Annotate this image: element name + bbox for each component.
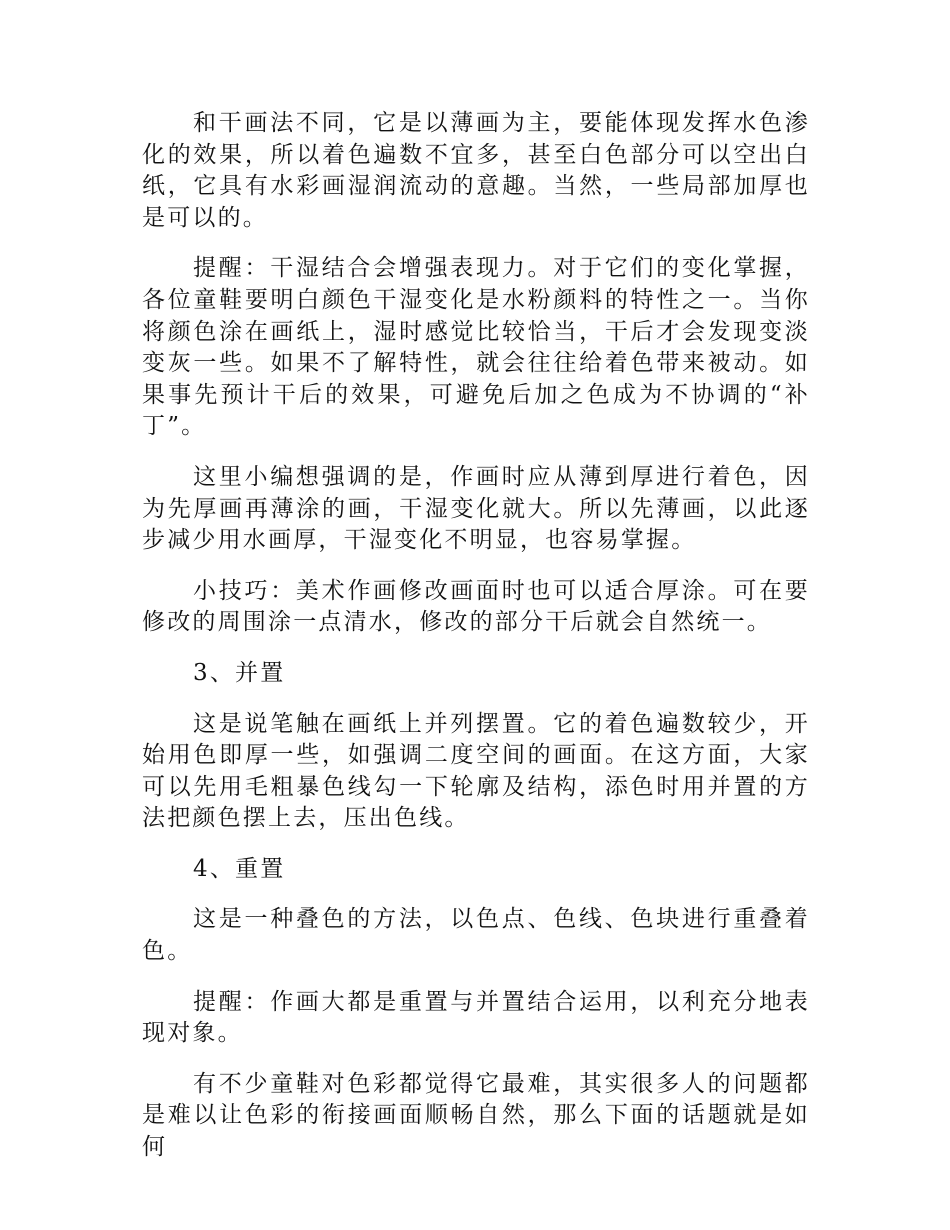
paragraph-wet-painting: 和干画法不同，它是以薄画为主，要能体现发挥水色渗化的效果，所以着色遍数不宜多，甚至白色部分可以空出白纸，它具有水彩画湿润流动的意趣。当然，一些局部加厚也是可以的。 xyxy=(142,110,810,231)
heading-juxtaposition: 3、并置 xyxy=(193,659,286,686)
paragraph-overlay: 这是一种叠色的方法，以色点、色线、色块进行重叠着色。 xyxy=(142,906,810,965)
paragraph-tip-combination: 提醒：作画大都是重置与并置结合运用，以利充分地表现对象。 xyxy=(142,988,810,1047)
paragraph-juxtaposition: 这是说笔触在画纸上并列摆置。它的着色遍数较少，开始用色即厚一些，如强调二度空间的画面。在这方面，大家可以先用毛粗暴色线勾一下轮廓及结构，添色时用并置的方法把颜色摆上去，压出色线。 xyxy=(142,710,810,832)
paragraph-tip-correction: 小技巧：美术作画修改画面时也可以适合厚涂。可在要修改的周围涂一点清水，修改的部分干后就会自然统一。 xyxy=(142,577,810,636)
document-body xyxy=(142,108,810,1183)
paragraph-color-transition: 有不少童鞋对色彩都觉得它最难，其实很多人的问题都是难以让色彩的衔接画面顺畅自然，那么下面的话题就是如何 xyxy=(142,1070,810,1161)
paragraph-tip-dry-wet: 提醒：干湿结合会增强表现力。对于它们的变化掌握，各位童鞋要明白颜色干湿变化是水粉颜料的特性之一。当你将颜色涂在画纸上，湿时感觉比较恰当，干后才会发现变淡变灰一些。如果不了解特性，就会往往给着色带来被动。如果事先预计干后的效果，可避免后加之色成为不协调的“补丁”。 xyxy=(142,255,810,440)
paragraph-thin-to-thick: 这里小编想强调的是，作画时应从薄到厚进行着色，因为先厚画再薄涂的画，干湿变化就大。所以先薄画，以此逐步减少用水画厚，干湿变化不明显，也容易掌握。 xyxy=(142,463,810,554)
heading-overlay: 4、重置 xyxy=(193,855,286,882)
